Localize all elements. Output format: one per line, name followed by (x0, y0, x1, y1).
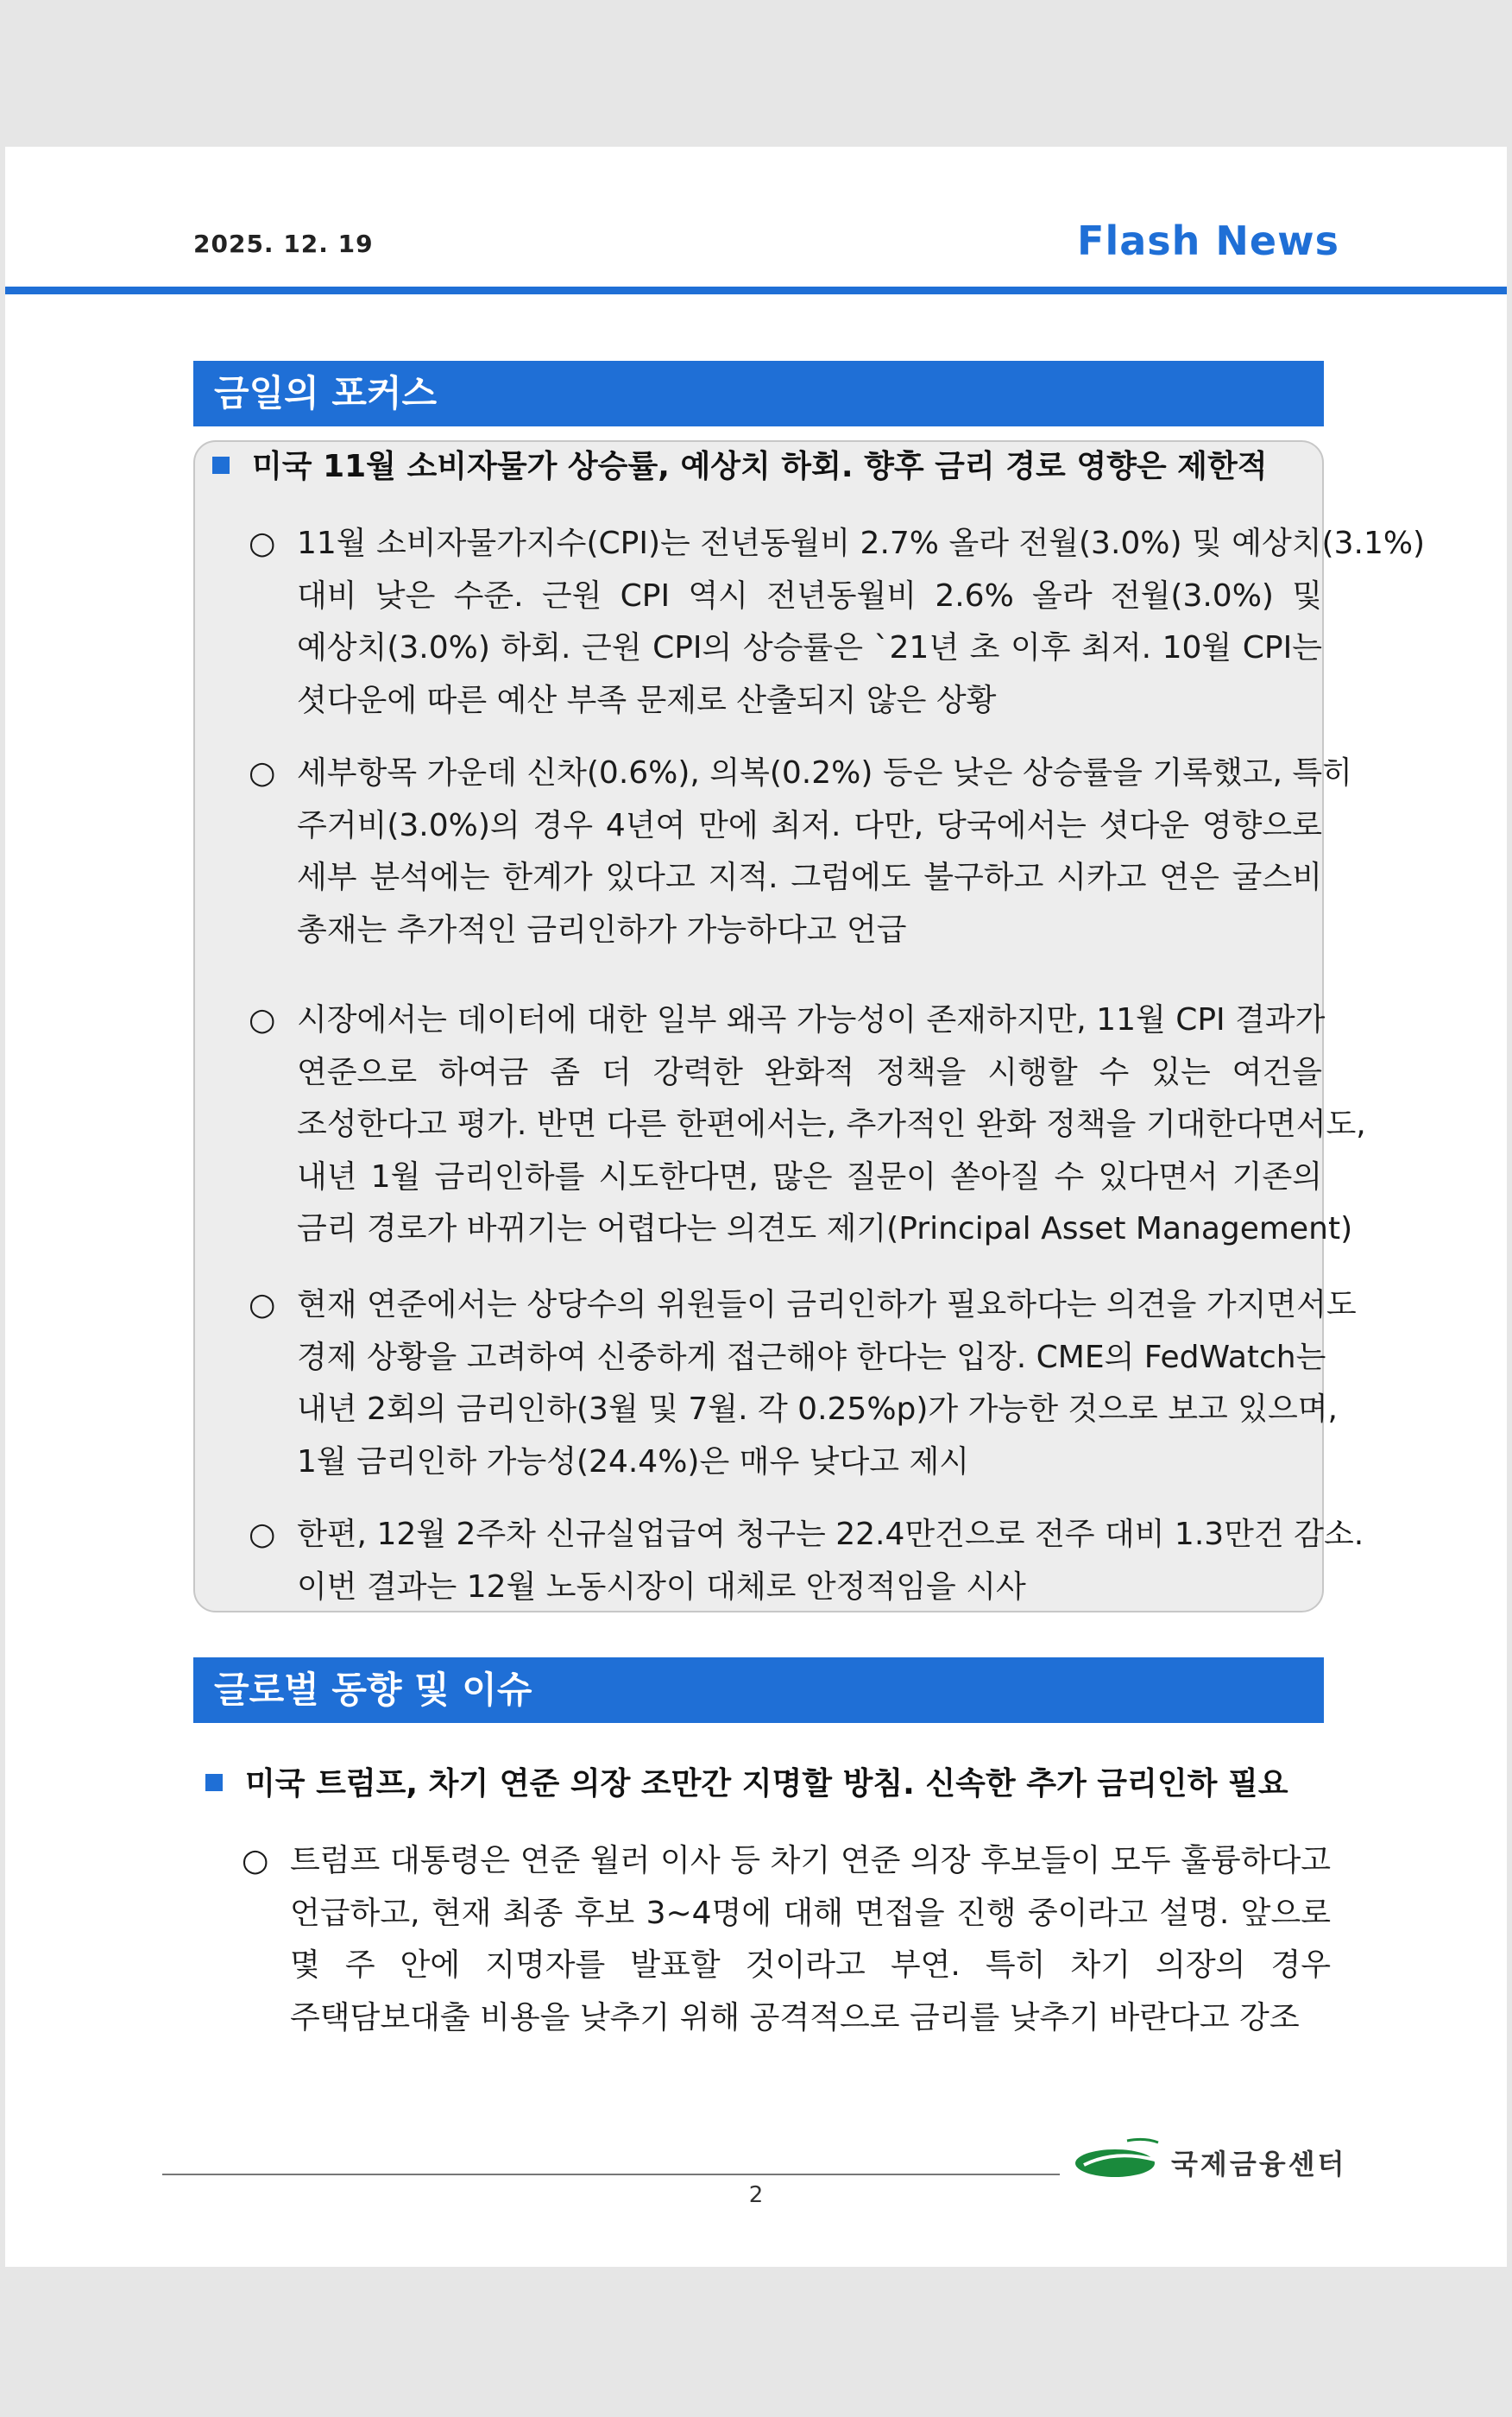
bullet-paragraph (249, 1509, 1364, 1613)
paragraph-line: 현재 연준에서는 상당수의 위원들이 금리인하가 필요하다는 의견을 가지면서도 (297, 1287, 1357, 1322)
paragraph-line: 언급하고, 현재 최종 후보 3~4명에 대해 면접을 진행 중이라고 설명. 앞으로 (290, 1895, 1331, 1931)
circle-bullet-icon: ○ (249, 526, 276, 561)
circle-bullet-icon: ○ (242, 1843, 269, 1878)
bullet-paragraph (249, 1279, 1357, 1488)
paragraph-line: 내년 1월 금리인하를 시도한다면, 많은 질문이 쏟아질 수 있다면서 기존의 (297, 1158, 1322, 1195)
square-bullet-icon (212, 457, 230, 474)
logo-text: 국제금융센터 (1171, 2148, 1347, 2180)
paragraph-line: 트럼프 대통령은 연준 월러 이사 등 차기 연준 의장 후보들이 모두 훌륭하다고 (290, 1843, 1331, 1878)
paragraph-line: 경제 상황을 고려하여 신중하게 접근해야 한다는 입장. CME의 FedWatch는 (297, 1339, 1326, 1375)
bullet-paragraph (242, 1835, 1331, 2044)
circle-bullet-icon: ○ (249, 1287, 276, 1322)
paragraph-line: 셧다운에 따른 예산 부족 문제로 산출되지 않은 상황 (297, 682, 997, 718)
circle-bullet-icon: ○ (249, 755, 276, 791)
brand-title: Flash News (1077, 218, 1339, 264)
bullet-paragraph (249, 748, 1352, 956)
global-section-title: 글로벌 동향 및 이슈 (193, 1657, 1324, 1723)
bullet-paragraph (249, 518, 1426, 727)
document-page (5, 147, 1507, 2267)
global-headline-text: 미국 트럼프, 차기 연준 의장 조만간 지명할 방침. 신속한 추가 금리인하 필요 (245, 1766, 1288, 1802)
focus-section-title: 금일의 포커스 (193, 361, 1324, 426)
global-headline (205, 1759, 1288, 1803)
paragraph-line: 연준으로 하여금 좀 더 강력한 완화적 정책을 시행할 수 있는 여건을 (297, 1054, 1322, 1090)
report-date: 2025. 12. 19 (193, 230, 374, 258)
paragraph-line: 1월 금리인하 가능성(24.4%)은 매우 낮다고 제시 (297, 1443, 969, 1480)
paragraph-line: 총재는 추가적인 금리인하가 가능하다고 언급 (297, 912, 907, 948)
focus-headline-text: 미국 11월 소비자물가 상승률, 예상치 하회. 향후 금리 경로 영향은 제한적 (252, 449, 1268, 484)
paragraph-line: 내년 2회의 금리인하(3월 및 7월. 각 0.25%p)가 가능한 것으로 보고 있으며, (297, 1392, 1338, 1427)
paragraph-line: 세부 분석에는 한계가 있다고 지적. 그럼에도 불구하고 시카고 연은 굴스비 (297, 860, 1322, 895)
square-bullet-icon (205, 1774, 223, 1791)
header-rule (5, 287, 1507, 294)
paragraph-line: 주거비(3.0%)의 경우 4년여 만에 최저. 다만, 당국에서는 셧다운 영향으로 (297, 807, 1322, 843)
footer-rule (162, 2174, 1060, 2175)
bullet-paragraph (249, 994, 1366, 1256)
circle-bullet-icon: ○ (249, 1002, 276, 1038)
focus-headline (212, 442, 1268, 486)
paragraph-line: 조성한다고 평가. 반면 다른 한편에서는, 추가적인 완화 정책을 기대한다면서도, (297, 1107, 1366, 1142)
paragraph-line: 11월 소비자물가지수(CPI)는 전년동월비 2.7% 올라 전월(3.0%) 및 예상치(3.1%) (297, 526, 1426, 561)
paragraph-line: 이번 결과는 12월 노동시장이 대체로 안정적임을 시사 (297, 1568, 1026, 1605)
paragraph-line: 몇 주 안에 지명자를 발표할 것이라고 부연. 특히 차기 의장의 경우 (290, 1947, 1331, 1983)
paragraph-line: 시장에서는 데이터에 대한 일부 왜곡 가능성이 존재하지만, 11월 CPI 결과가 (297, 1002, 1326, 1038)
paragraph-line: 예상치(3.0%) 하회. 근원 CPI의 상승률은 `21년 초 이후 최저. 10월 CPI는 (297, 630, 1322, 666)
paragraph-line: 세부항목 가운데 신차(0.6%), 의복(0.2%) 등은 낮은 상승률을 기록했고, 특히 (297, 755, 1352, 791)
paragraph-line: 금리 경로가 바뀌기는 어렵다는 의견도 제기(Principal Asset Management) (297, 1211, 1353, 1246)
page-number: 2 (748, 2182, 764, 2208)
paragraph-line: 한편, 12월 2주차 신규실업급여 청구는 22.4만건으로 전주 대비 1.3만건 감소. (297, 1517, 1364, 1552)
circle-bullet-icon: ○ (249, 1517, 276, 1552)
paragraph-line: 주택담보대출 비용을 낮추기 위해 공격적으로 금리를 낮추기 바란다고 강조 (290, 1999, 1300, 2035)
paragraph-line: 대비 낮은 수준. 근원 CPI 역시 전년동월비 2.6% 올라 전월(3.0%) 및 (297, 577, 1322, 614)
